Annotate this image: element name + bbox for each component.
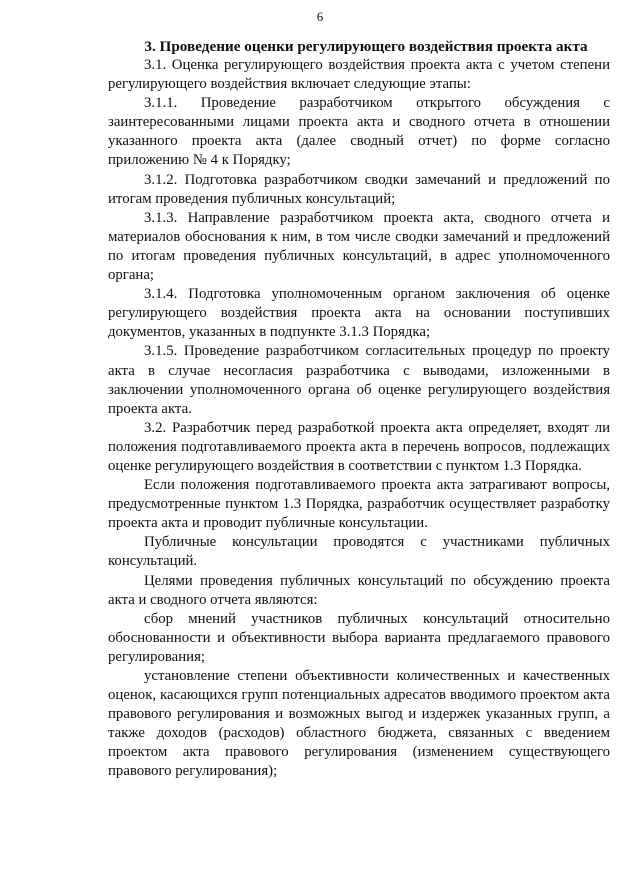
document-body — [108, 37, 610, 782]
paragraph-goals-intro: Целями проведения публичных консультаций по обсуждению проекта акта и сводного отчета являются: — [108, 572, 610, 608]
paragraph-3-1: 3.1. Оценка регулирующего воздействия проекта акта с учетом степени регулирующего воздействия включает следующие этапы: — [108, 57, 610, 93]
paragraph-3-2: 3.2. Разработчик перед разработкой проекта акта определяет, входят ли положения подготавливаемого проекта акта в перечень вопросов, подлежащих оценке регулирующего воздействия в соответствии с пунктом 1.3 Порядка. — [108, 419, 610, 474]
paragraph-3-1-2: 3.1.2. Подготовка разработчиком сводки замечаний и предложений по итогам проведения публичных консультаций; — [108, 171, 610, 207]
paragraph-3-1-5: 3.1.5. Проведение разработчиком согласительных процедур по проекту акта в случае несогласия разработчика с выводами, изложенными в заключении уполномоченного органа об оценке регулирующего воздействия проекта акта. — [108, 343, 610, 417]
paragraph-3-1-3: 3.1.3. Направление разработчиком проекта акта, сводного отчета и материалов обоснования к ним, в том числе сводки замечаний и предложений по итогам проведения публичных консультаций, в адрес уполномоченного органа; — [108, 209, 610, 284]
paragraph-conditions: Если положения подготавливаемого проекта акта затрагивают вопросы, предусмотренные пунктом 1.3 Порядка, разработчик осуществляет разработку проекта акта и проводит публичные консультации. — [108, 477, 610, 532]
paragraph-3-1-1: 3.1.1. Проведение разработчиком открытого обсуждения с заинтересованными лицами проекта акта и сводного отчета в отношении указанного проекта акта (далее сводный отчет) по форме согласно приложению № 4 к Порядку; — [108, 95, 610, 169]
paragraph-consultations: Публичные консультации проводятся с участниками публичных консультаций. — [108, 534, 610, 570]
page-number: 6 — [316, 9, 324, 24]
paragraph-3-1-4: 3.1.4. Подготовка уполномоченным органом заключения об оценке регулирующего воздействия проекта акта на основании поступивших документов, указанных в подпункте 3.1.3 Порядка; — [108, 286, 610, 341]
paragraph-goal-assessment: установление степени объективности количественных и качественных оценок, касающихся групп потенциальных адресатов вводимого проектом акта правового регулирования и возможных выгод и издержек указанных групп, а также доходов (расходов) областного бюджета, связанных с введением проектом акта правового регулирования (изменением существующего правового регулирования); — [108, 668, 610, 780]
paragraph-goal-opinions: сбор мнений участников публичных консультаций относительно обоснованности и объективности выбора варианта предлагаемого правового регулирования; — [108, 610, 610, 665]
section-heading: 3. Проведение оценки регулирующего воздействия проекта акта — [144, 38, 588, 55]
